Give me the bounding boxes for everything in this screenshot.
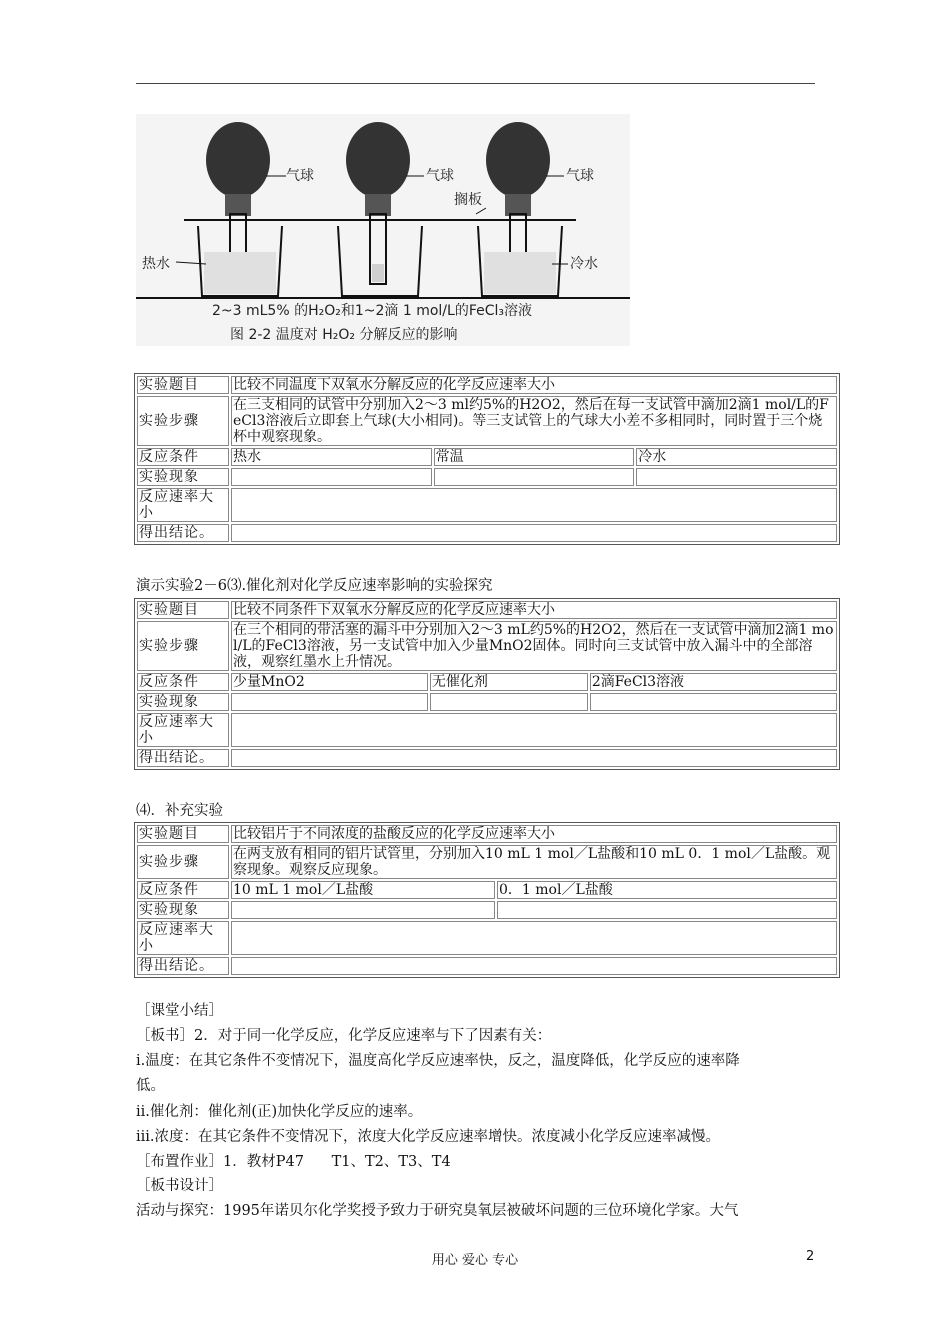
table-temperature [134, 373, 840, 545]
cond-value-1: 热水 [231, 448, 432, 466]
supp-heading: ⑷．补充实验 [136, 803, 223, 819]
summary-temperature-cont: 低。 [136, 1078, 165, 1094]
steps-value: 在三支相同的试管中分别加入2～3 ml约5%的H2O2，然后在每一支试管中滴加2滴1 mol/L的FeCl3溶液后立即套上气球(大小相同)。等三支试管上的气球大小差不多相同时，同时置于三个烧杯中观察现象。 [231, 396, 837, 446]
beaker-diagram [136, 114, 630, 346]
concl-label: 得出结论。 [137, 749, 229, 767]
cond-value-2: 0．1 mol／L盐酸 [497, 881, 837, 899]
cond-value-1: 10 mL 1 mol／L盐酸 [231, 881, 495, 899]
phen-cell [430, 693, 588, 711]
cond-value-2: 常温 [434, 448, 635, 466]
experiment-figure [136, 114, 630, 346]
steps-label: 实验步骤 [137, 621, 229, 671]
label-solution: 2~3 mL5% 的H₂O₂和1~2滴 1 mol/L的FeCl₃溶液 [212, 303, 533, 319]
phen-cell [231, 468, 432, 486]
summary-concentration: iii.浓度：在其它条件不变情况下，浓度大化学反应速率增快。浓度减小化学反应速率减慢。 [136, 1129, 721, 1145]
demo-heading: 演示实验2－6⑶.催化剂对化学反应速率影响的实验探究 [136, 578, 493, 594]
cond-value-2: 无催化剂 [430, 673, 588, 691]
concl-cell [231, 524, 837, 542]
summary-board: ［板书］2．对于同一化学反应，化学反应速率与下了因素有关： [136, 1028, 552, 1044]
concl-label: 得出结论。 [137, 524, 229, 542]
table-concentration [134, 822, 840, 978]
label-balloon-1: 气球 [286, 168, 314, 184]
phen-cell [231, 901, 495, 919]
phen-cell [636, 468, 837, 486]
title-value: 比较不同温度下双氧水分解反应的化学反应速率大小 [231, 376, 837, 394]
concl-label: 得出结论。 [137, 957, 229, 975]
summary-temperature: i.温度：在其它条件不变情况下，温度高化学反应速率快，反之，温度降低，化学反应的速率降 [136, 1053, 740, 1069]
rate-cell [231, 713, 837, 747]
activity-text: 活动与探究：1995年诺贝尔化学奖授予致力于研究臭氧层被破坏问题的三位环境化学家。大气 [136, 1203, 739, 1219]
concl-cell [231, 749, 837, 767]
rate-cell [231, 921, 837, 955]
label-balloon-2: 气球 [426, 168, 454, 184]
figure-caption: 图 2-2 温度对 H₂O₂ 分解反应的影响 [230, 327, 458, 343]
cond-label: 反应条件 [137, 881, 229, 899]
summary-heading: ［课堂小结］ [136, 1003, 223, 1019]
phen-cell [231, 693, 428, 711]
title-value: 比较不同条件下双氧水分解反应的化学反应速率大小 [231, 601, 837, 619]
title-label: 实验题目 [137, 376, 229, 394]
board-design: ［板书设计］ [136, 1178, 223, 1194]
footer-text: 用心 爱心 专心 [431, 1253, 519, 1268]
rate-label: 反应速率大小 [137, 488, 229, 522]
label-baffle: 搁板 [454, 192, 482, 208]
phen-cell [590, 693, 837, 711]
cond-label: 反应条件 [137, 673, 229, 691]
table-catalyst [134, 598, 840, 770]
phen-cell [497, 901, 837, 919]
concl-cell [231, 957, 837, 975]
phen-cell [434, 468, 635, 486]
title-label: 实验题目 [137, 825, 229, 843]
cond-value-3: 冷水 [636, 448, 837, 466]
steps-label: 实验步骤 [137, 845, 229, 879]
phen-label: 实验现象 [137, 468, 229, 486]
phen-label: 实验现象 [137, 901, 229, 919]
rate-label: 反应速率大小 [137, 713, 229, 747]
summary-catalyst: ii.催化剂：催化剂(正)加快化学反应的速率。 [136, 1104, 423, 1120]
steps-label: 实验步骤 [137, 396, 229, 446]
homework: ［布置作业］1．教材P47 T1、T2、T3、T4 [136, 1154, 451, 1170]
label-hot-water: 热水 [142, 256, 170, 272]
rate-cell [231, 488, 837, 522]
label-balloon-3: 气球 [566, 168, 594, 184]
steps-value: 在三个相同的带活塞的漏斗中分别加入2～3 mL约5%的H2O2，然后在一支试管中滴加2滴1 mol/L的FeCl3溶液，另一支试管中加入少量MnO2固体。同时向三支试管中放入漏斗中的全部溶液，观察红墨水上升情况。 [231, 621, 837, 671]
page-number: 2 [806, 1249, 815, 1264]
cond-label: 反应条件 [137, 448, 229, 466]
header-rule [136, 83, 815, 84]
cond-value-3: 2滴FeCl3溶液 [590, 673, 837, 691]
steps-value: 在两支放有相同的铝片试管里，分别加入10 mL 1 mol／L盐酸和10 mL 0．1 mol／L盐酸。观察现象。观察反应现象。 [231, 845, 837, 879]
title-value: 比较铝片于不同浓度的盐酸反应的化学反应速率大小 [231, 825, 837, 843]
cond-value-1: 少量MnO2 [231, 673, 428, 691]
rate-label: 反应速率大小 [137, 921, 229, 955]
label-cold-water: 冷水 [570, 256, 598, 272]
phen-label: 实验现象 [137, 693, 229, 711]
title-label: 实验题目 [137, 601, 229, 619]
